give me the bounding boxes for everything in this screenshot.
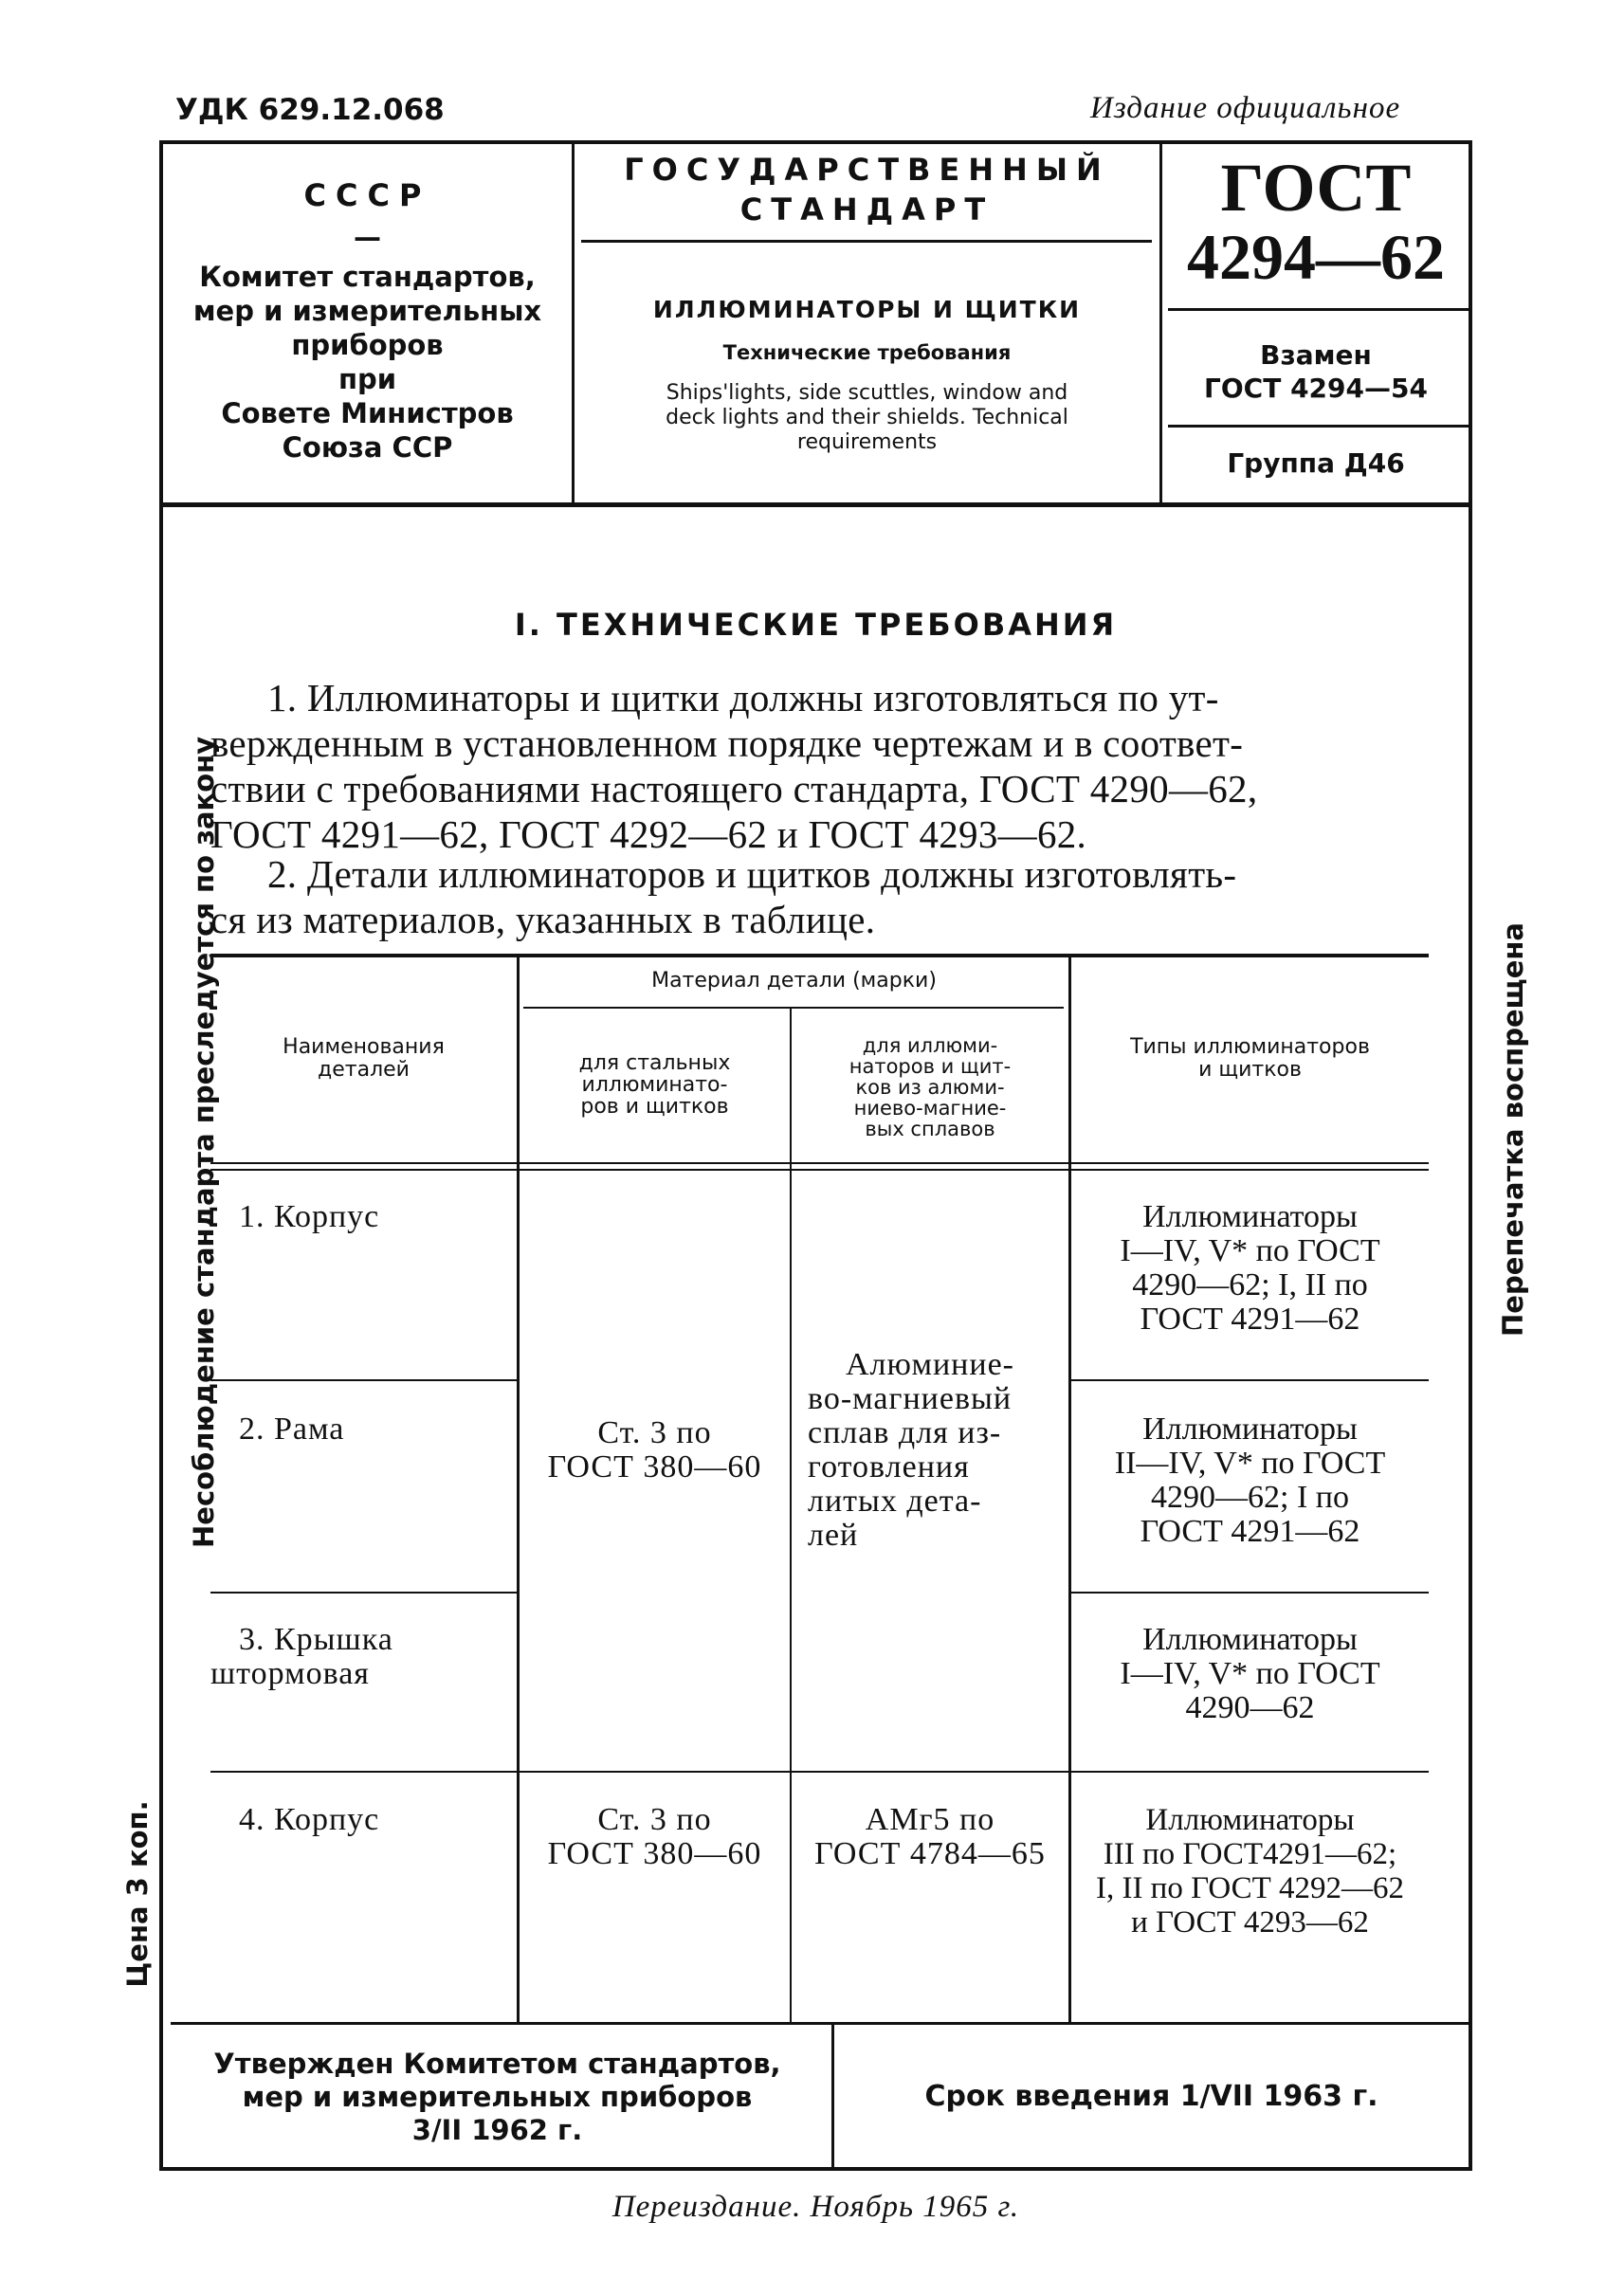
group-code: Группа Д46 <box>1227 447 1405 479</box>
approved-line: мер и измерительных приборов <box>242 2081 753 2113</box>
table-row-line <box>210 1771 1429 1773</box>
cell-line: Ст. 3 по <box>597 1415 712 1450</box>
header-gost-underline <box>1168 308 1469 311</box>
frame-top-line <box>159 140 1472 144</box>
cell-line: 4290—62 <box>1185 1690 1315 1725</box>
table-row-line <box>1071 1592 1429 1594</box>
cell-line: Иллюминаторы <box>1142 1199 1358 1234</box>
standard-subtitle: Технические требования <box>722 341 1012 364</box>
cell-line: Ст. 3 по <box>597 1802 712 1837</box>
org-line: Союза ССР <box>282 431 453 464</box>
cell-line: 3. Крышка <box>239 1622 393 1657</box>
table-row-name <box>239 1200 379 1234</box>
cell-line: ГОСТ 4291—62 <box>1140 1302 1360 1337</box>
table-head-types <box>1071 1036 1429 1082</box>
english-line: deck lights and their shields. Technical <box>666 406 1068 429</box>
law-notice: Несоблюдение стандарта преследуется по закону <box>188 736 220 1548</box>
price-label: Цена 3 коп. <box>121 1800 154 1988</box>
table-row4-alu <box>792 1803 1068 1871</box>
cell-line: I—IV, V* по ГОСТ <box>1120 1656 1380 1691</box>
cell-line: Алюминие- <box>846 1347 1014 1382</box>
cell-line: Иллюминаторы <box>1142 1412 1358 1447</box>
table-merged-alu <box>808 1348 1056 1553</box>
table-row-name <box>210 1623 393 1691</box>
table-row-line <box>210 1592 518 1594</box>
cell-line: Иллюминаторы <box>1145 1803 1355 1837</box>
gost-number: 4294—62 <box>1187 221 1445 293</box>
cell-line: ГОСТ 4784—65 <box>814 1836 1046 1871</box>
english-line: requirements <box>796 430 938 454</box>
cell-line: 2. Рама <box>239 1412 345 1447</box>
cell-line: 4290—62; I по <box>1151 1480 1349 1515</box>
head-line: и щитков <box>1198 1058 1302 1082</box>
head-line: Типы иллюминаторов <box>1130 1035 1370 1059</box>
table-row4-steel <box>520 1803 790 1871</box>
table-head-material: Материал детали (марки) <box>651 969 937 993</box>
table-header-bottom-line2 <box>210 1169 1429 1171</box>
reissue-note: Переиздание. Ноябрь 1965 г. <box>611 2190 1020 2224</box>
org-country: СССР <box>303 177 431 213</box>
paragraph-2-line: ся из материалов, указанных в таблице. <box>210 898 876 941</box>
cell-line: ГОСТ 380—60 <box>547 1836 762 1871</box>
paragraph-1-line: вержденным в установленном порядке чертежам и в соответ- <box>210 721 1244 765</box>
cell-line: I, II по ГОСТ 4292—62 <box>1095 1871 1405 1905</box>
edition-label: Издание официальное <box>1090 91 1401 125</box>
head-line: для иллюми- <box>862 1034 998 1057</box>
cell-line: АМг5 по <box>865 1802 995 1837</box>
header-group-line <box>1168 425 1469 428</box>
cell-line: 4290—62; I, II по <box>1132 1267 1368 1302</box>
table-row-types <box>1071 1623 1429 1725</box>
head-line: наторов и щит- <box>848 1055 1012 1078</box>
paragraph-1-line: ГОСТ 4291—62, ГОСТ 4292—62 и ГОСТ 4293—62. <box>210 812 1087 856</box>
approved-line: Утвержден Комитетом стандартов, <box>213 2048 781 2080</box>
table-row-types <box>1071 1200 1429 1337</box>
replaces-label: Взамен <box>1260 339 1372 371</box>
udk-code: УДК 629.12.068 <box>175 93 445 127</box>
head-line: иллюминато- <box>581 1073 728 1097</box>
org-dash: — <box>354 221 381 253</box>
cell-line: 1. Корпус <box>239 1199 380 1234</box>
paragraph-1 <box>210 675 1429 857</box>
approved-line: 3/II 1962 г. <box>411 2114 583 2146</box>
table-row-line <box>1071 1379 1429 1381</box>
cell-line: и ГОСТ 4293—62 <box>1131 1905 1369 1940</box>
head-line: для стальных <box>578 1051 731 1075</box>
frame-right-line <box>1469 140 1472 2171</box>
head-line: ков из алюми- <box>855 1076 1005 1099</box>
cell-line: Иллюминаторы <box>1142 1622 1358 1657</box>
org-line: Комитет стандартов, <box>199 261 536 293</box>
table-row-types <box>1071 1412 1429 1549</box>
section-title: I. ТЕХНИЧЕСКИЕ ТРЕБОВАНИЯ <box>514 607 1118 643</box>
paragraph-2 <box>210 851 1429 942</box>
head-line: вых сплавов <box>865 1118 995 1140</box>
standard-title-line1: ГОСУДАРСТВЕННЫЙ <box>624 152 1110 188</box>
footer-approved <box>163 2048 831 2147</box>
paragraph-1-line: ствии с требованиями настоящего стандарта, ГОСТ 4290—62, <box>210 767 1258 811</box>
cell-line: I—IV, V* по ГОСТ <box>1120 1233 1380 1268</box>
standard-title-line2: СТАНДАРТ <box>739 191 994 228</box>
table-head-alu <box>792 1035 1068 1139</box>
paragraph-2-line: 2. Детали иллюминаторов и щитков должны изготовлять- <box>267 852 1237 896</box>
header-title-underline <box>581 240 1152 243</box>
cell-line: 4. Корпус <box>239 1802 380 1837</box>
footer-effective-date: Срок введения 1/VII 1963 г. <box>924 2080 1378 2113</box>
org-line: Совете Министров <box>221 397 514 429</box>
table-merged-steel <box>520 1416 790 1484</box>
table-top-line <box>210 954 1429 957</box>
cell-line: готовления <box>808 1449 970 1484</box>
standard-name: ИЛЛЮМИНАТОРЫ И ЩИТКИ <box>652 296 1082 323</box>
gost-label: ГОСТ <box>1220 150 1412 226</box>
footer-bottom-line <box>159 2167 1472 2171</box>
cell-line: штормовая <box>210 1656 370 1691</box>
cell-line: литых дета- <box>808 1484 982 1519</box>
cell-line: II—IV, V* по ГОСТ <box>1114 1446 1386 1481</box>
cell-line: III по ГОСТ4291—62; <box>1103 1837 1397 1871</box>
table-bottom-line <box>171 2022 1469 2025</box>
paragraph-1-line: 1. Иллюминаторы и щитки должны изготовляться по ут- <box>267 676 1219 719</box>
org-line: при <box>338 363 397 395</box>
org-line: мер и измерительных <box>192 295 542 327</box>
cell-line: во-магниевый <box>808 1381 1013 1416</box>
head-line: ров и щитков <box>580 1095 729 1119</box>
table-row-types <box>1071 1803 1429 1940</box>
reprint-prohibited: Перепечатка воспрещена <box>1497 922 1529 1337</box>
table-row-line <box>210 1379 518 1381</box>
table-row-name <box>239 1412 344 1447</box>
table-row-name <box>239 1803 379 1837</box>
org-line: приборов <box>291 329 444 361</box>
head-line: деталей <box>318 1058 410 1082</box>
head-line: Наименования <box>283 1035 445 1059</box>
head-line: ниево-магние- <box>853 1097 1007 1120</box>
english-line: Ships'lights, side scuttles, window and <box>666 381 1068 405</box>
table-header-bottom-line <box>210 1162 1429 1164</box>
table-head-part-name <box>210 1036 517 1082</box>
standard-english-title <box>575 381 1159 455</box>
standard-title <box>575 150 1159 229</box>
org-block <box>163 178 572 464</box>
cell-line: ГОСТ 380—60 <box>547 1449 762 1484</box>
table-head-steel <box>520 1052 790 1118</box>
replaces-value: ГОСТ 4294—54 <box>1204 373 1428 404</box>
cell-line: лей <box>808 1518 859 1553</box>
header-bottom-line <box>159 502 1472 507</box>
table-material-underline <box>523 1007 1064 1009</box>
cell-line: ГОСТ 4291—62 <box>1140 1514 1360 1549</box>
cell-line: сплав для из- <box>808 1415 1002 1450</box>
